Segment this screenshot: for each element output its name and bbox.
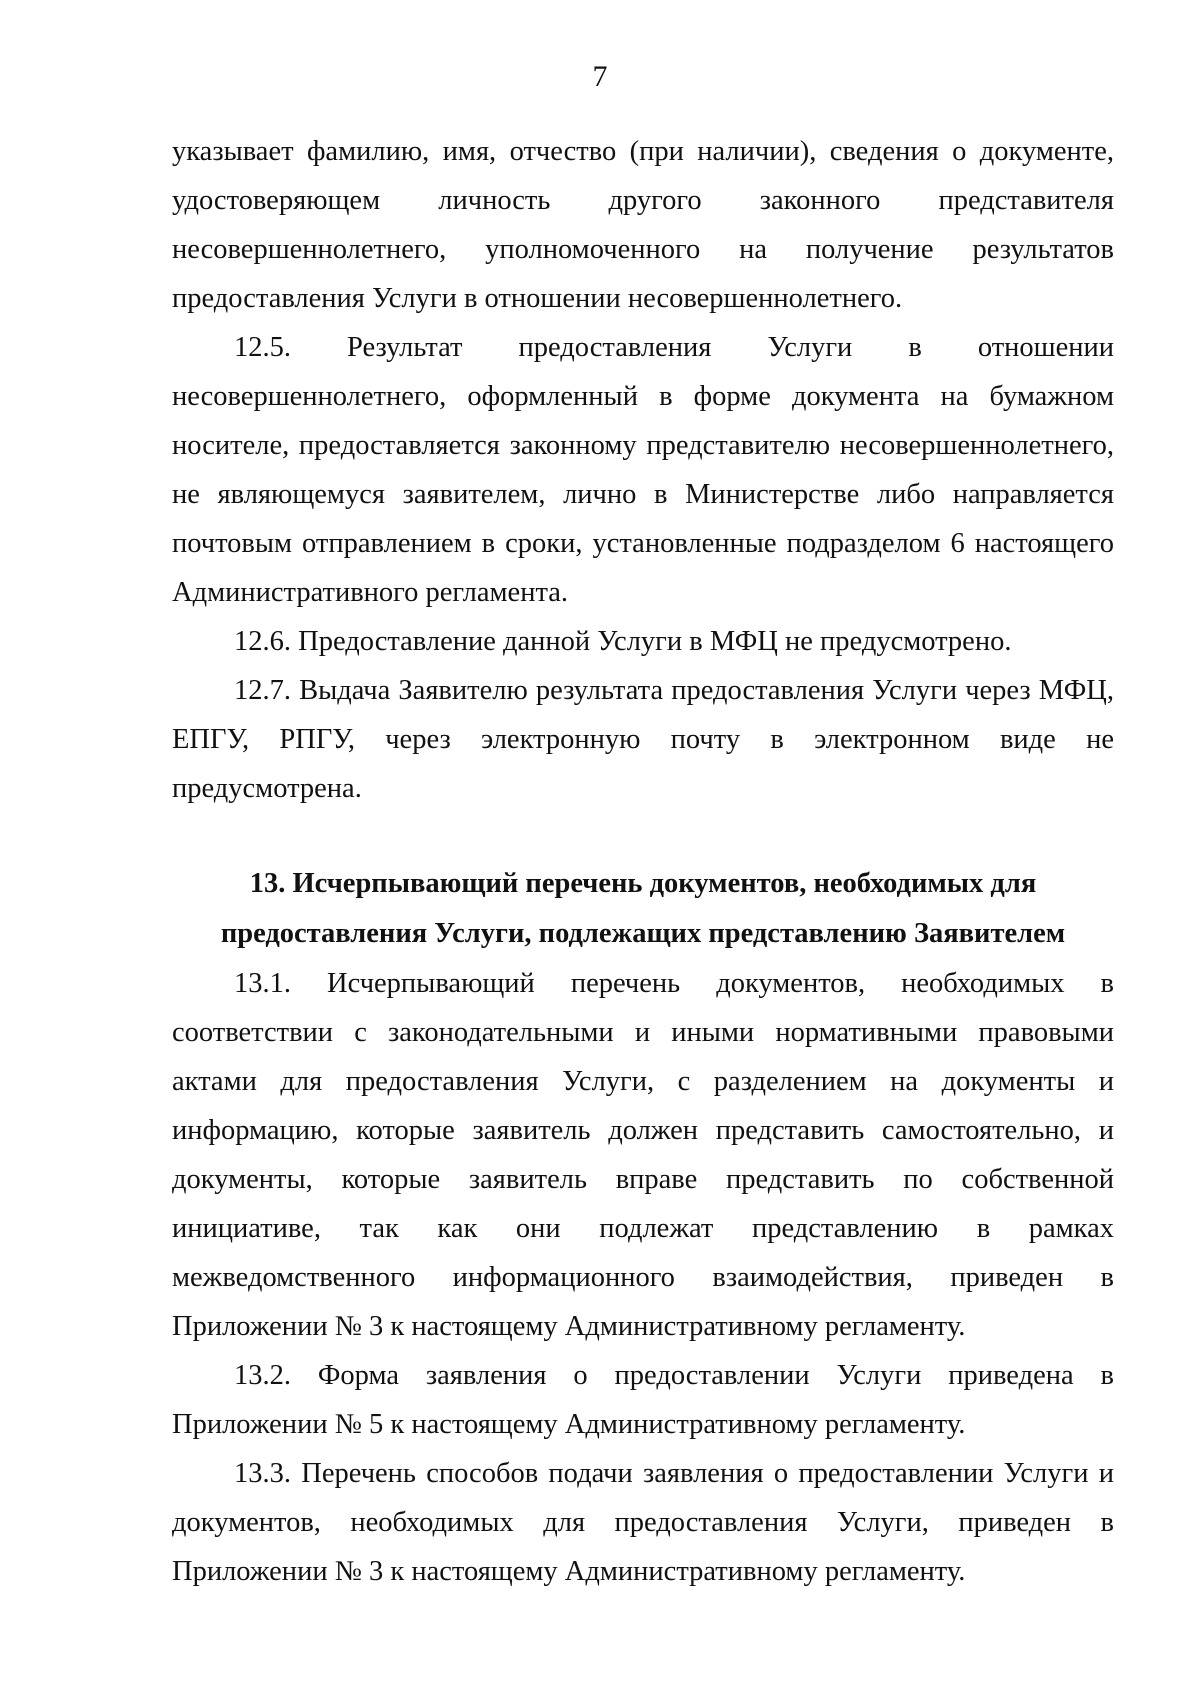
section-13-heading-line-1: 13. Исчерпывающий перечень документов, необходимых для	[249, 868, 1037, 899]
paragraph-13-2: 13.2. Форма заявления о предоставлении Услуги приведена в Приложении № 5 к настоящему Административному регламенту.	[172, 1360, 1114, 1440]
page-number: 7	[592, 60, 608, 93]
paragraph-continuation: указывает фамилию, имя, отчество (при наличии), сведения о документе, удостоверяющем личность другого законного представителя несовершеннолетнего, уполномоченного на получение результатов предоставления Услуги в отношении несовершеннолетнего.	[172, 136, 1114, 314]
paragraph-13-3: 13.3. Перечень способов подачи заявления о предоставлении Услуги и документов, необходимых для предоставления Услуги, приведен в Приложении № 3 к настоящему Административному регламенту.	[172, 1458, 1114, 1587]
paragraph-12-6: 12.6. Предоставление данной Услуги в МФЦ не предусмотрено.	[234, 626, 1012, 657]
section-13-heading	[172, 859, 1114, 959]
section-13-heading-line-2: предоставления Услуги, подлежащих представлению Заявителем	[220, 918, 1066, 949]
paragraph-12-5: 12.5. Результат предоставления Услуги в отношении несовершеннолетнего, оформленный в форме документа на бумажном носителе, предоставляется законному представителю несовершеннолетнего, не являющемуся заявителем, лично в Министерстве либо направляется почтовым отправлением в сроки, установленные подразделом 6 настоящего Административного регламента.	[172, 332, 1114, 608]
paragraph-13-1: 13.1. Исчерпывающий перечень документов, необходимых в соответствии с законодательными и иными нормативными правовыми актами для предоставления Услуги, с разделением на документы и информацию, которые заявитель должен представить самостоятельно, и документы, которые заявитель вправе представить по собственной инициативе, так как они подлежат представлению в рамках межведомственного информационного взаимодействия, приведен в Приложении № 3 к настоящему Административному регламенту.	[172, 968, 1114, 1342]
paragraph-12-7: 12.7. Выдача Заявителю результата предоставления Услуги через МФЦ, ЕПГУ, РПГУ, через электронную почту в электронном виде не предусмотрена.	[172, 675, 1114, 804]
document-body	[172, 127, 1114, 1596]
